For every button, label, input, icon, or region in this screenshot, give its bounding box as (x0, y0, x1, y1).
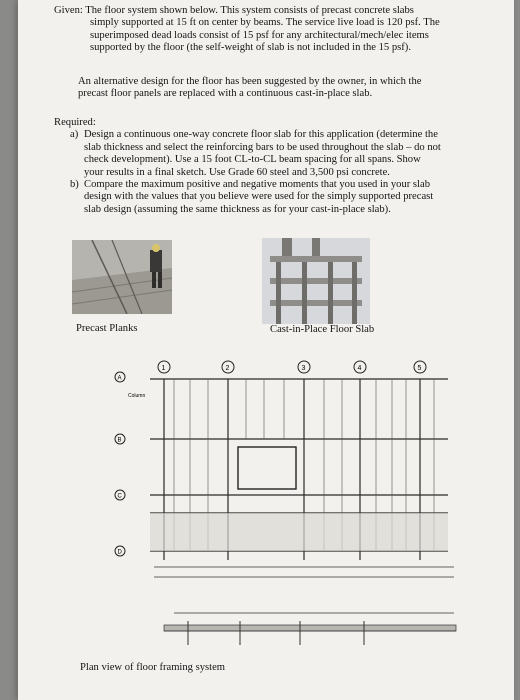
precast-planks-image (72, 240, 172, 314)
item-a-line: Design a continuous one-way concrete floor slab for this application (determine the (84, 129, 438, 141)
item-a-line: check development). Use a 15 foot CL-to-CL beam spacing for all spans. Show (84, 154, 421, 166)
given-line: simply supported at 15 ft on center by beams. The service live load is 120 psf. The (90, 17, 440, 29)
given-line: Given: The floor system shown below. This system consists of precast concrete slabs (54, 5, 414, 16)
column-label: Column (128, 393, 146, 399)
bubble-label: D (117, 549, 122, 556)
cast-in-place-image (262, 238, 370, 324)
item-b-label: b) (70, 179, 79, 191)
item-b-line: design with the values that you believe were used for the simply supported precast (84, 191, 434, 203)
worksheet-page (18, 0, 514, 700)
bubble-label: 1 (161, 365, 166, 372)
required-section (54, 117, 504, 216)
cast-in-place-caption: Cast-in-Place Floor Slab (270, 324, 375, 335)
precast-planks-photo (72, 240, 172, 314)
floor-opening (238, 447, 296, 489)
alt-line: precast floor panels are replaced with a continuous cast-in-place slab. (78, 88, 373, 100)
item-a-label: a) (70, 129, 79, 141)
bubble-label: B (117, 437, 122, 444)
item-b-line: slab design (assuming the same thickness as for your cast-in-place slab). (84, 203, 391, 215)
bubble-label: 5 (417, 365, 422, 372)
item-a-line: slab thickness and select the reinforcing bars to be used throughout the slab – do not (84, 141, 441, 153)
given-paragraph (54, 5, 504, 55)
required-heading: Required: (54, 117, 96, 128)
bubble-label: 4 (357, 365, 362, 372)
given-line: supported by the floor (the self-weight of slab is not included in the 15 psf). (90, 42, 411, 54)
bubble-label: 2 (225, 365, 230, 372)
precast-caption: Precast Planks (76, 323, 138, 334)
cast-in-place-photo (262, 238, 370, 324)
item-a-line: your results in a final sketch. Use Grade 60 steel and 3,500 psi concrete. (84, 166, 390, 178)
floor-framing-plan (114, 355, 470, 650)
item-b (70, 179, 504, 216)
alternative-paragraph (78, 76, 508, 101)
given-line: superimposed dead loads consist of 15 psf for any architectural/mech/elec items (90, 29, 429, 41)
slab-strip (150, 513, 448, 551)
bubble-label: A (117, 375, 122, 382)
bubble-label: 3 (301, 365, 306, 372)
bubble-label: C (117, 493, 122, 500)
item-b-line: Compare the maximum positive and negative moments that you used in your slab (84, 179, 430, 191)
alt-line: An alternative design for the floor has been suggested by the owner, in which the (78, 76, 422, 87)
plan-caption: Plan view of floor framing system (80, 662, 226, 673)
item-a (70, 129, 504, 179)
